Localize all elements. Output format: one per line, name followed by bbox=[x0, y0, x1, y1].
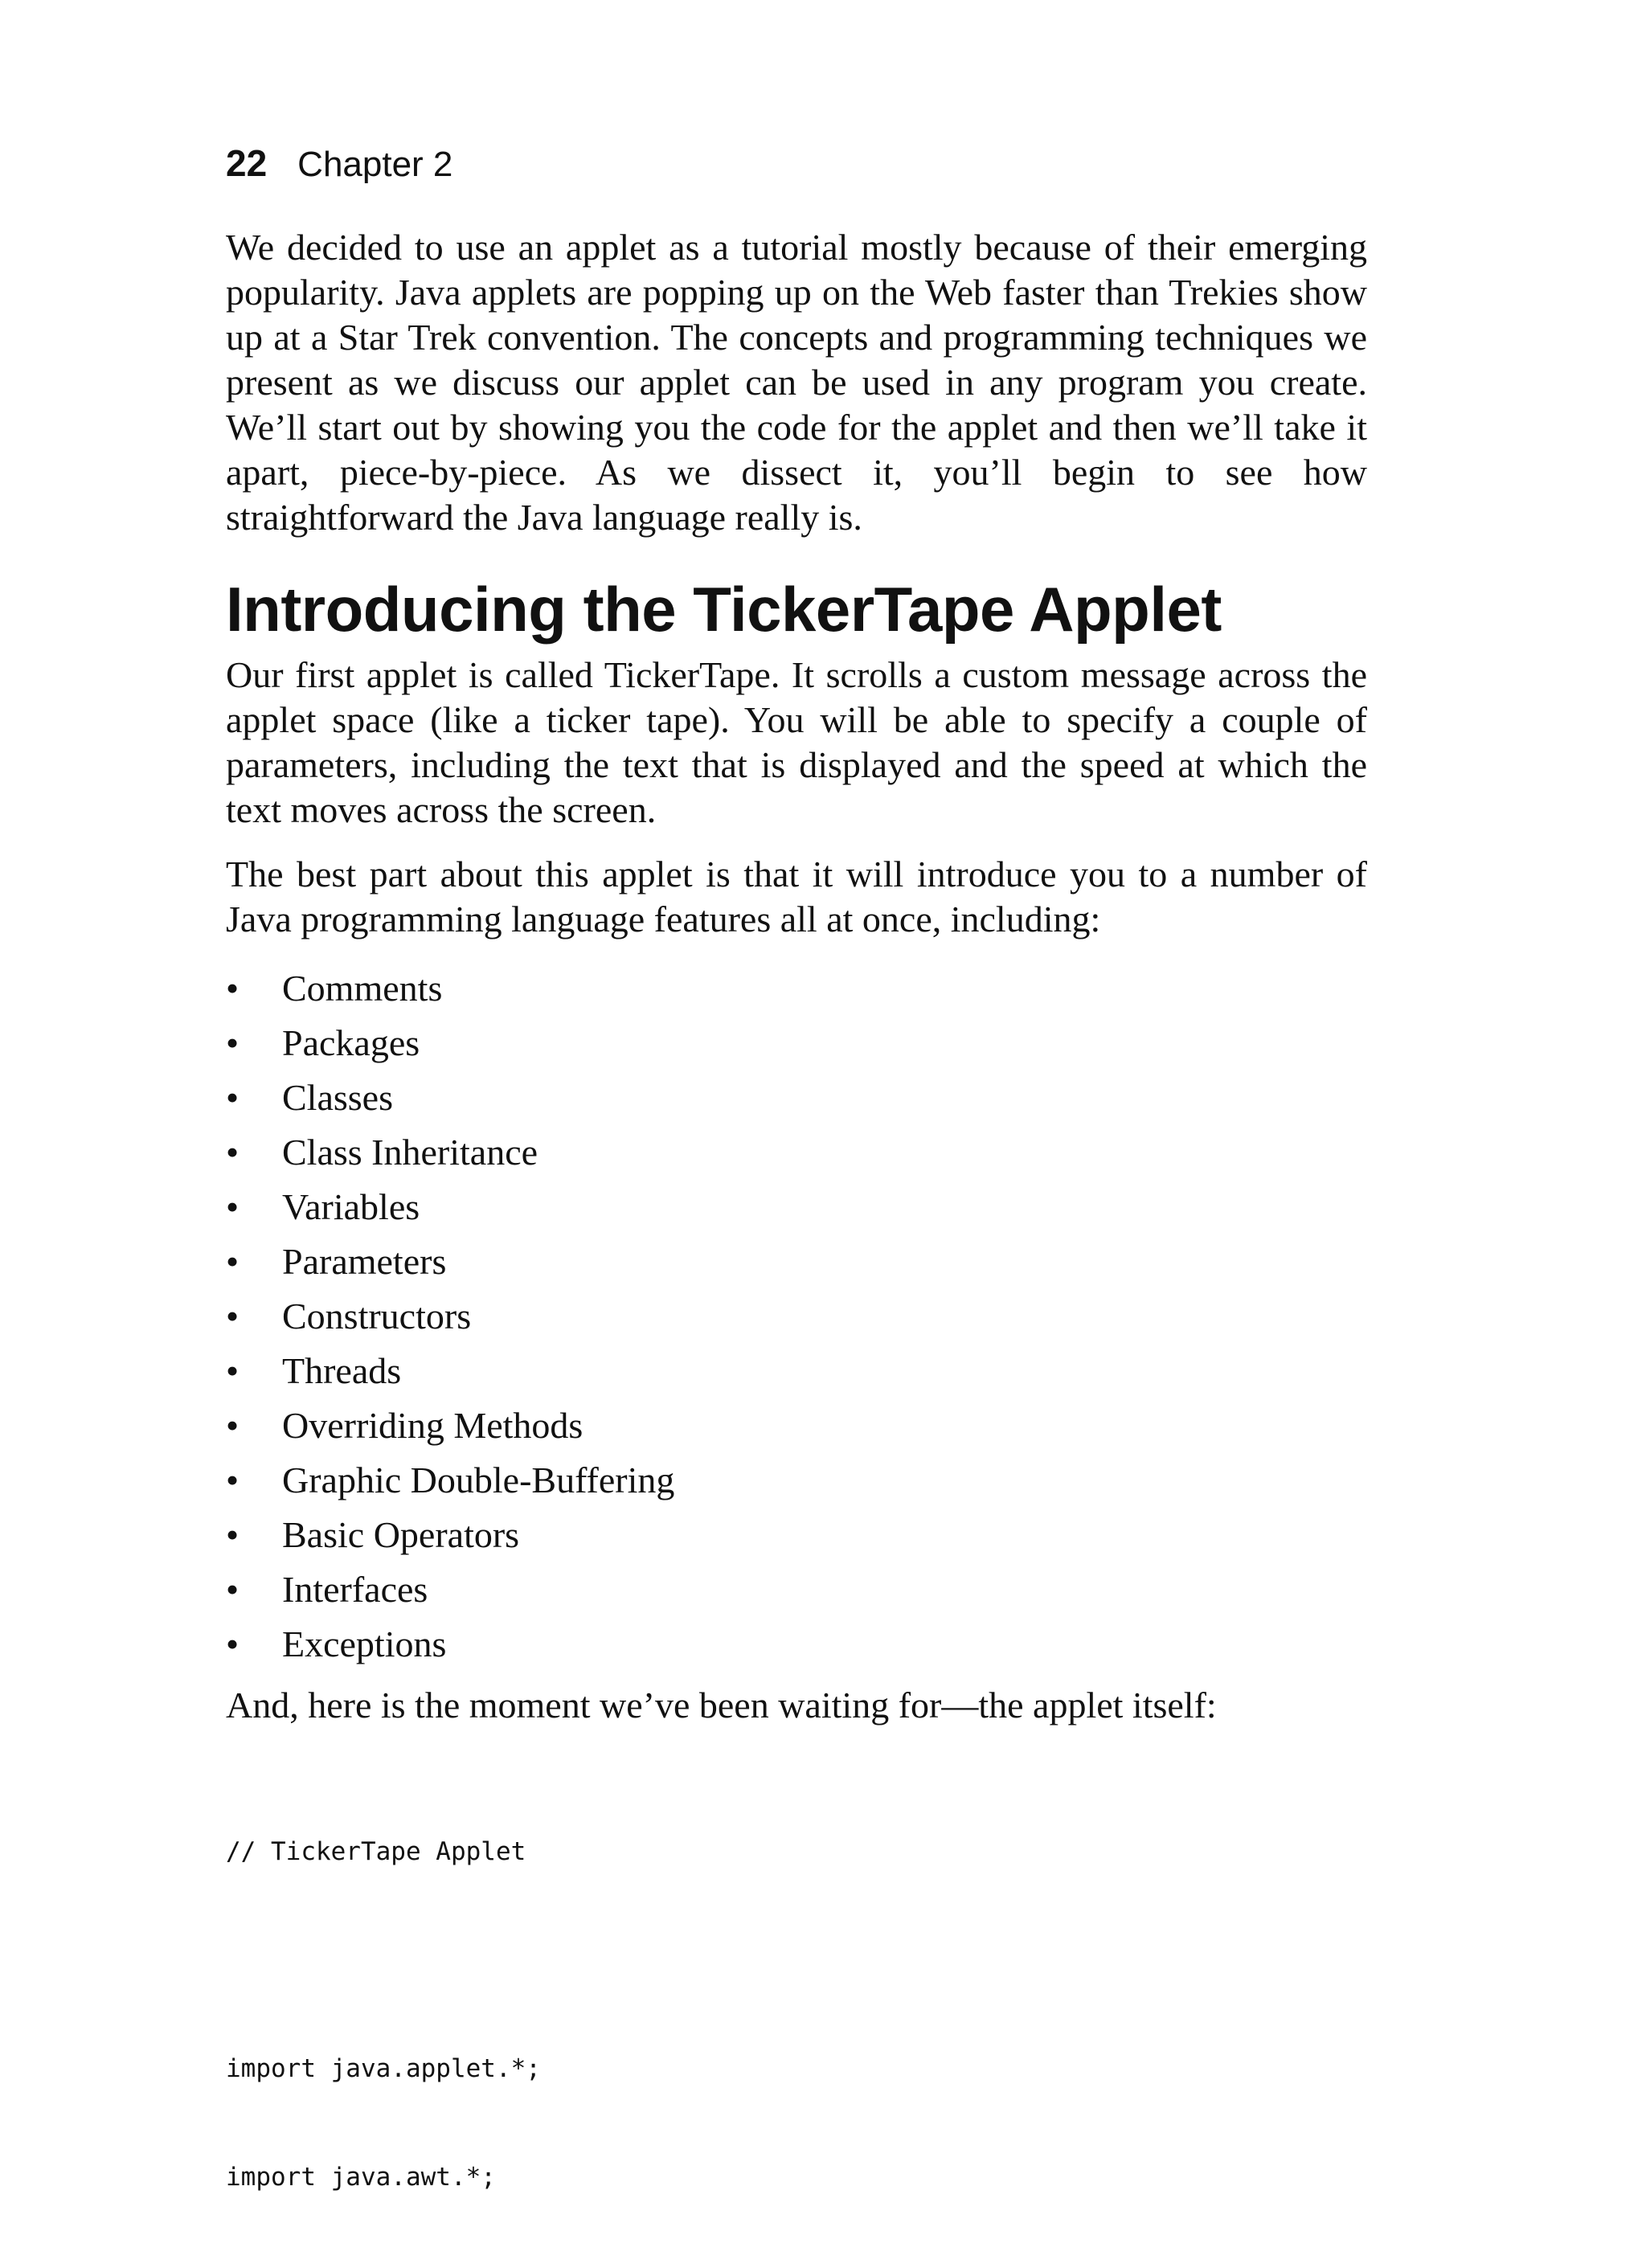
section-heading: Introducing the TickerTape Applet bbox=[226, 574, 1222, 645]
list-item bbox=[226, 961, 1367, 1016]
list-item-label: Constructors bbox=[282, 1296, 472, 1337]
closing-paragraph: And, here is the moment we’ve been waiting for—the applet itself: bbox=[226, 1685, 1217, 1726]
list-item-label: Interfaces bbox=[282, 1569, 428, 1610]
list-item bbox=[226, 1180, 1367, 1234]
bullet-icon: • bbox=[226, 1459, 240, 1500]
list-item-label: Classes bbox=[282, 1077, 393, 1118]
list-item-label: Overriding Methods bbox=[282, 1405, 583, 1446]
bullet-icon: • bbox=[226, 1405, 240, 1446]
list-item-label: Basic Operators bbox=[282, 1514, 520, 1555]
intro-paragraph: We decided to use an applet as a tutorial mostly because of their emerging popularity. Java applets are popping up on the Web faster than Trekies show up at a Star Trek convention. The concepts and programming techniques we present as we discuss our applet can be used in any program you create. We’ll start out by showing you the code for the applet and then we’ll take it apart, piece-by-piece. As we dissect it, you’ll begin to see how straightforward the Java language really is. bbox=[226, 227, 1367, 538]
bullet-icon: • bbox=[226, 968, 240, 1009]
bullet-icon: • bbox=[226, 1569, 240, 1610]
bullet-icon: • bbox=[226, 1350, 240, 1391]
section-paragraph-2: The best part about this applet is that it will introduce you to a number of Java programming language features all at once, including: bbox=[226, 854, 1367, 940]
chapter-label: Chapter 2 bbox=[297, 145, 453, 184]
list-item-label: Variables bbox=[282, 1186, 420, 1227]
list-item bbox=[226, 1508, 1367, 1562]
bullet-icon: • bbox=[226, 1132, 240, 1173]
bullet-icon: • bbox=[226, 1022, 240, 1063]
list-item bbox=[226, 1617, 1367, 1672]
code-blank-line bbox=[226, 1943, 1367, 1979]
list-item-label: Parameters bbox=[282, 1241, 447, 1282]
list-item bbox=[226, 1453, 1367, 1508]
bullet-icon: • bbox=[226, 1623, 240, 1664]
bullet-icon: • bbox=[226, 1077, 240, 1118]
list-item-label: Comments bbox=[282, 968, 443, 1009]
list-item bbox=[226, 1562, 1367, 1617]
code-listing bbox=[226, 1762, 1367, 2268]
list-item-label: Graphic Double-Buffering bbox=[282, 1459, 675, 1500]
list-item-label: Exceptions bbox=[282, 1623, 447, 1664]
page-number: 22 bbox=[226, 142, 268, 184]
code-import-line: import java.applet.*; bbox=[226, 2054, 541, 2083]
list-item bbox=[226, 1289, 1367, 1344]
feature-list bbox=[226, 961, 1367, 1672]
bullet-icon: • bbox=[226, 1514, 240, 1555]
list-item bbox=[226, 1016, 1367, 1071]
list-item-label: Threads bbox=[282, 1350, 402, 1391]
code-import-line: import java.awt.*; bbox=[226, 2163, 496, 2192]
list-item bbox=[226, 1071, 1367, 1125]
running-head bbox=[226, 141, 1367, 185]
bullet-icon: • bbox=[226, 1241, 240, 1282]
code-comment-line: // TickerTape Applet bbox=[226, 1837, 526, 1866]
list-item bbox=[226, 1125, 1367, 1180]
list-item bbox=[226, 1234, 1367, 1289]
bullet-icon: • bbox=[226, 1186, 240, 1227]
list-item-label: Packages bbox=[282, 1022, 420, 1063]
list-item bbox=[226, 1344, 1367, 1398]
section-paragraph-1: Our first applet is called TickerTape. It scrolls a custom message across the applet space (like a ticker tape). You will be able to specify a couple of parameters, including the text that is displayed and the speed at which the text moves across the screen. bbox=[226, 654, 1367, 830]
list-item-label: Class Inheritance bbox=[282, 1132, 538, 1173]
list-item bbox=[226, 1398, 1367, 1453]
bullet-icon: • bbox=[226, 1296, 240, 1337]
book-page bbox=[226, 141, 1367, 2268]
